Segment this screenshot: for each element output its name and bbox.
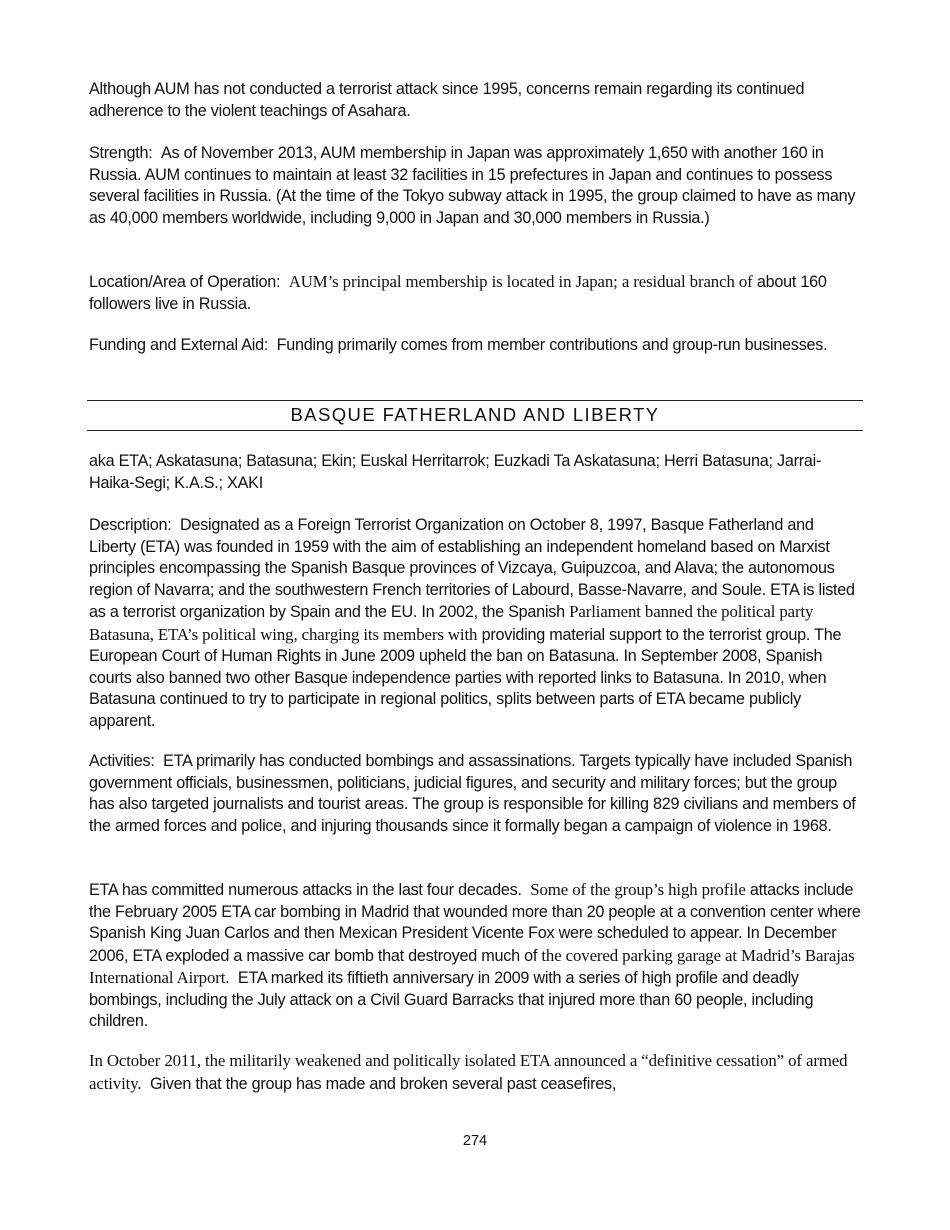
strength-label: Strength: [89, 144, 153, 162]
activities-label: Activities: [89, 752, 155, 770]
description-text-2: providing material support to the terrorist group. The European Court of Human Rights in June 2009 upheld the ban on Batasuna. In September 2008, Spanish courts also banned two other Basque independence parties with reported links to Batasuna. In 2010, when Batasuna continued to try to participate in regional politics, splits between parts of ETA became publicly apparent. [89, 625, 842, 730]
attacks-text-serif-1: Some of the group’s high profile [530, 880, 746, 899]
description-text-serif: Parliament banned the political party Batasuna, ETA’s political wing, charging its members with [89, 602, 814, 644]
aum-funding-section [89, 335, 861, 357]
eta-description-section [89, 515, 861, 732]
eta-ceasefire-paragraph [89, 1050, 861, 1095]
page-number: 274 [462, 1133, 488, 1149]
funding-text: Funding primarily comes from member contributions and group-run businesses. [276, 336, 828, 354]
attacks-text-1: ETA has committed numerous attacks in the last four decades. [89, 881, 522, 899]
attacks-text-3: ETA marked its fiftieth anniversary in 2009 with a series of high profile and deadly bombings, including the July attack on a Civil Guard Barracks that injured more than 60 people, including children. [89, 969, 814, 1030]
eta-activities-section [89, 751, 861, 837]
aum-strength-section [89, 143, 861, 229]
funding-label: Funding and External Aid: [89, 336, 269, 354]
eta-attacks-paragraph [89, 879, 861, 1033]
ceasefire-text-rest: Given that the group has made and broken several past ceasefires, [150, 1074, 617, 1093]
description-label: Description: [89, 516, 172, 534]
aka-text: aka ETA; Askatasuna; Batasuna; Ekin; Euskal Herritarrok; Euzkadi Ta Askatasuna; Herri Batasuna; Jarrai-Haika-Segi; K.A.S.; XAKI [89, 452, 822, 492]
eta-aka-paragraph [89, 451, 861, 494]
aum-location-section [89, 271, 861, 315]
description-text-1: Designated as a Foreign Terrorist Organization on October 8, 1997, Basque Fatherland and Liberty (ETA) was founded in 1959 with the aim of establishing an independent homeland based on Marxist principles encompassing the Spanish Basque provinces of Vizcaya, Guipuzcoa, and Alava; the autonomous region of Navarra; and the southwestern French territories of Labourd, Basse-Navarre, and Soule. ETA is listed as a terrorist organization by Spain and the EU. In 2002, the Spanish [89, 516, 855, 621]
ceasefire-text-serif: In October 2011, the militarily weakened and politically isolated ETA announced a “definitive cessation” of armed activity. [89, 1051, 848, 1093]
aum-intro-paragraph [89, 79, 861, 122]
aum-intro-text: Although AUM has not conducted a terrorist attack since 1995, concerns remain regarding its continued adherence to the violent teachings of Asahara. [89, 80, 805, 120]
location-text-serif: AUM’s principal membership is located in Japan; a residual branch of [288, 272, 753, 291]
activities-text: ETA primarily has conducted bombings and assassinations. Targets typically have included Spanish government officials, businessmen, politicians, judicial figures, and security and military forces; but the group has also targeted journalists and tourist areas. The group is responsible for killing 829 civilians and members of the armed forces and police, and injuring thousands since it formally began a campaign of violence in 1968. [89, 752, 856, 835]
location-label: Location/Area of Operation: [89, 273, 281, 291]
location-text-rest: about 160 followers live in Russia. [89, 273, 827, 313]
attacks-text-2: attacks include the February 2005 ETA car bombing in Madrid that wounded more than 20 people at a convention center where Spanish King Juan Carlos and then Mexican President Vicente Fox were scheduled to appear. In December 2006, ETA exploded a massive car bomb that destroyed much of [89, 881, 861, 965]
attacks-text-serif-2: the covered parking garage at Madrid’s Barajas International Airport. [89, 945, 855, 987]
section-heading: BASQUE FATHERLAND AND LIBERTY [290, 404, 660, 425]
strength-text: As of November 2013, AUM membership in Japan was approximately 1,650 with another 160 in Russia. AUM continues to maintain at least 32 facilities in 15 prefectures in Japan and continues to possess several facilities in Russia. (At the time of the Tokyo subway attack in 1995, the group claimed to have as many as 40,000 members worldwide, including 9,000 in Japan and 30,000 members in Russia.) [89, 144, 856, 227]
section-heading-bar [87, 400, 863, 431]
